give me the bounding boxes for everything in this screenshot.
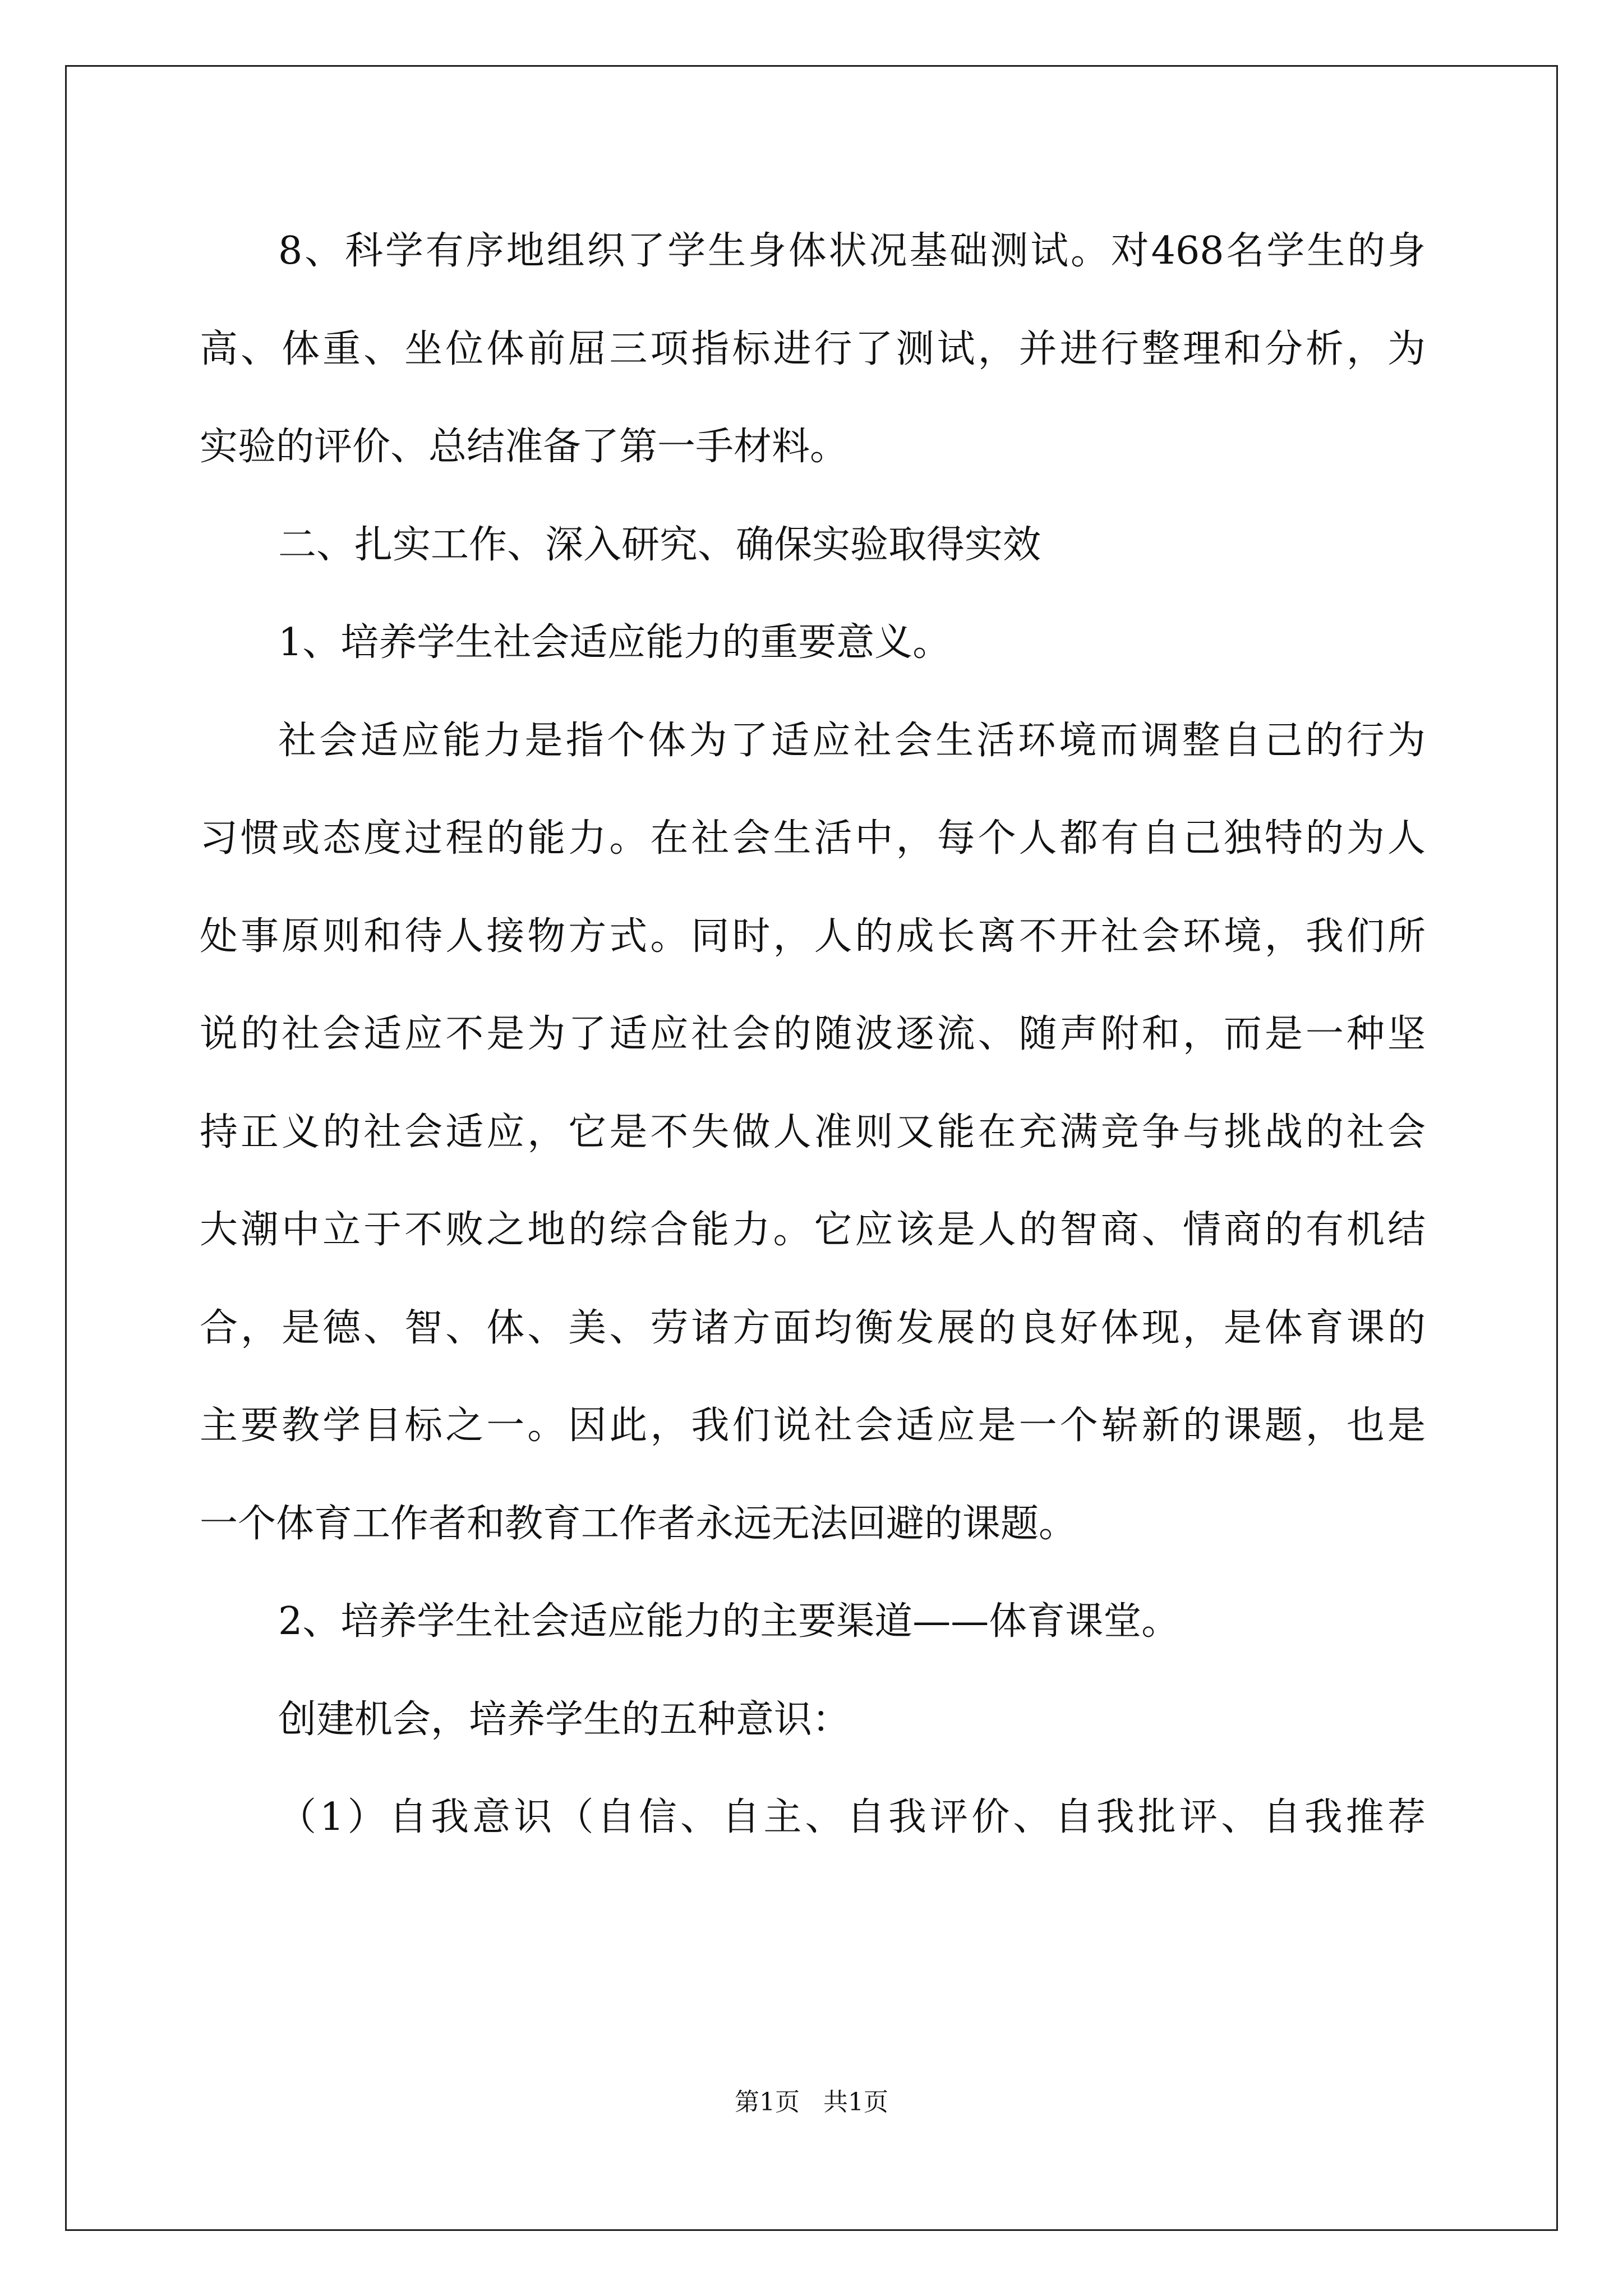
text-line: 创建机会，培养学生的五种意识： [278,1697,851,1742]
text-line: 高、体重、坐位体前屈三项指标进行了测试，并进行整理和分析，为 [200,326,1426,371]
text-line: 社会适应能力是指个体为了适应社会生活环境而调整自己的行为 [278,718,1426,763]
text-line: 主要教学目标之一。因此，我们说社会适应是一个崭新的课题，也是 [200,1404,1426,1448]
text-line: 一个体育工作者和教育工作者永远无法回避的课题。 [200,1501,1077,1546]
text-line: 说的社会适应不是为了适应社会的随波逐流、随声附和，而是一种坚 [200,1012,1426,1056]
subsection-heading: 2、培养学生社会适应能力的主要渠道——体育课堂。 [278,1599,1180,1644]
text-line: 8、科学有序地组织了学生身体状况基础测试。对468名学生的身 [278,229,1426,273]
text-line: 合，是德、智、体、美、劳诸方面均衡发展的良好体现，是体育课的 [200,1305,1426,1350]
subsection-heading: 1、培养学生社会适应能力的重要意义。 [278,620,951,665]
page-footer [0,2086,1623,2119]
section-heading: 二、扎实工作、深入研究、确保实验取得实效 [278,522,1041,567]
text-line: 持正义的社会适应，它是不失做人准则又能在充满竞争与挑战的社会 [200,1110,1426,1154]
text-line: 习惯或态度过程的能力。在社会生活中，每个人都有自己独特的为人 [200,816,1426,861]
text-line: 实验的评价、总结准备了第一手材料。 [200,425,849,469]
page-total: 共1页 [823,2088,888,2116]
text-line: 大潮中立于不败之地的综合能力。它应该是人的智商、情商的有机结 [200,1208,1426,1252]
list-item: （1）自我意识（自信、自主、自我评价、自我批评、自我推荐 [278,1795,1426,1839]
page-number: 第1页 [735,2088,800,2116]
text-line: 处事原则和待人接物方式。同时，人的成长离不开社会环境，我们所 [200,914,1426,959]
